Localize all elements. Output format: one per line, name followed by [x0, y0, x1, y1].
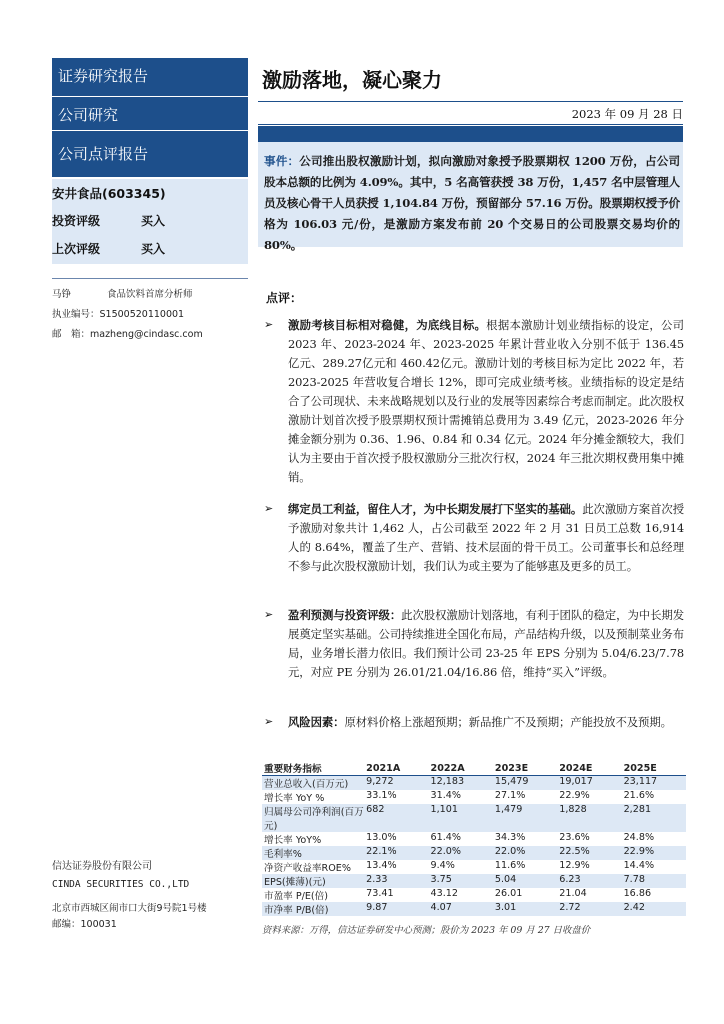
table-cell: 34.3%: [494, 832, 526, 843]
bullet-lead: 绑定员工利益，留住人才，为中长期发展打下坚实的基础。: [288, 502, 583, 516]
analyst-email[interactable]: 邮 箱：mazheng@cindasc.com: [52, 329, 203, 340]
table-cell: 3.75: [429, 874, 493, 888]
firm-postcode: 邮编：100031: [52, 919, 117, 930]
category-banner: [52, 97, 248, 130]
table-cell: 7.78: [622, 874, 686, 888]
table-cell: 15,479: [493, 776, 557, 791]
firm-name-cn: 信达证券股份有限公司: [52, 861, 152, 872]
table-header-cell: 2021A: [364, 761, 428, 776]
table-cell: 22.9%: [559, 790, 590, 801]
table-source-note: 资料来源：万得，信达证券研发中心预测；股价为 2023 年 09 月 27 日收盘价: [262, 925, 591, 936]
table-header-cell: 2023E: [493, 761, 557, 776]
table-row-label: 毛利率%: [262, 846, 364, 860]
bullet-text: 根据本激励计划业绩指标的设定，公司 2023 年、2023-2024 年、2023-2025 年累计营业收入分别不低于 136.45 亿元、289.27亿元和 460.42亿元。激励计划的考核目标为定比 2022 年，若 2023-2025 年营收复合增长 12%，即可完成业绩考核。业绩指标的设定是结合了公司现状、未来战略规划以及行业的发展等因素综合考虑而制定。此次股权激励计划首次授予股票期权预计需摊销总费用为 3.49 亿元，2023-2026 年分摊金额分别为 0.36、1.96、0.84 和 0.34 亿元。2024 年分摊金额较大，我们认为主要由于首次授予股权激励分三批次行权，2024 年三批次期权费用集中摊销。: [288, 318, 684, 484]
table-row: [262, 874, 686, 888]
table-cell: 33.1%: [366, 790, 397, 801]
bullet-paragraph: [288, 316, 684, 487]
table-cell: 26.01: [494, 888, 523, 899]
table-cell: 23.6%: [559, 832, 590, 843]
table-row-label: 增长率 YoY %: [264, 793, 325, 804]
table-cell: 13.0%: [366, 832, 397, 843]
table-cell: 22.9%: [622, 846, 686, 860]
table-row: [262, 846, 686, 860]
firm-address: 北京市西城区闹市口大街9号院1号楼: [52, 903, 207, 914]
bullet-text: 此次激励方案首次授予激励对象共计 1,462 人，占公司截至 2022 年 2 月 31 日员工总数 16,914 人的 8.64%，覆盖了生产、营销、技术层面的骨干员工。公司董事长和总经理不参与此次股权激励计划，我们认为或主要为了能够惠及更多的员工。: [288, 502, 684, 573]
table-row: [262, 776, 686, 791]
table-cell: 9,272: [364, 776, 428, 791]
table-cell: 73.41: [366, 888, 394, 899]
table-cell: 9.87: [364, 902, 428, 916]
category-label: 公司研究: [58, 106, 119, 124]
subcategory-banner: [52, 131, 248, 177]
firm-name-en: CINDA SECURITIES CO.,LTD: [52, 879, 190, 890]
company-name: 安井食品(603345): [52, 186, 166, 201]
report-type-label: 证券研究报告: [58, 67, 149, 85]
subcategory-label: 公司点评报告: [58, 145, 149, 163]
divider: [258, 101, 683, 102]
bullet-lead: 盈利预测与投资评级：: [288, 608, 402, 622]
financial-metrics-table: [262, 761, 686, 916]
table-cell: 22.0%: [493, 846, 557, 860]
table-row-label: 增长率 YoY%: [264, 835, 322, 846]
table-cell: 11.6%: [494, 860, 526, 871]
table-cell: 12.9%: [559, 860, 590, 871]
table-row-label: 市净率 P/B(倍): [262, 902, 364, 916]
table-cell: 2.72: [557, 902, 621, 916]
table-row-label: 归属母公司净利润(百万元): [262, 804, 364, 832]
table-cell: 2.42: [622, 902, 686, 916]
table-row: [262, 860, 686, 874]
divider: [258, 124, 683, 125]
bullet-text: 此次股权激励计划落地，有利于团队的稳定，为中长期发展奠定坚实基础。公司持续推进全国化布局，产品结构升级，以及预制菜业务布局，业务增长潜力依旧。我们预计公司 23-25 年 EPS 分别为 5.04/6.23/7.78 元，对应 PE 分别为 26.01/21.04/16.86 倍，维持“买入”评级。: [288, 608, 684, 679]
prev-rating-value: 买入: [141, 242, 166, 256]
table-cell: 16.86: [623, 888, 652, 899]
table-row-label: 净资产收益率ROE%: [264, 863, 351, 874]
analyst-title: 食品饮料首席分析师: [107, 289, 193, 300]
table-cell: 27.1%: [494, 790, 526, 801]
table-cell: 682: [364, 804, 428, 832]
bullet-text: 原材料价格上涨超预期；新品推广不及预期；产能投放不及预期。: [344, 715, 672, 729]
bullet-arrow-icon: ➢: [264, 502, 274, 515]
table-row-label: 市盈率 P/E(倍): [264, 891, 328, 902]
report-type-banner: [52, 58, 248, 96]
table-cell: 3.01: [493, 902, 557, 916]
table-row: [262, 804, 686, 832]
table-header-cell: 2024E: [557, 761, 621, 776]
table-cell: 21.6%: [623, 790, 655, 801]
event-text: 公司推出股权激励计划，拟向激励对象授予股票期权 1200 万份，占公司股本总额的比例为 4.09%。其中，5 名高管获授 38 万份，1,457 名中层管理人员及核心骨干人员获授 1,104.84 万份，预留部分 57.16 万份。股票期权授予价格为 106.03 元/份，是激励方案发布前 20 个交易日的公司股票交易均价的 80%。: [264, 154, 680, 252]
rating-label: 投资评级: [52, 214, 101, 228]
analyst-license: 执业编号：S1500520110001: [52, 309, 185, 320]
table-cell: 22.1%: [364, 846, 428, 860]
table-cell: 22.0%: [429, 846, 493, 860]
event-label: 事件：: [264, 154, 300, 168]
table-row-label: EPS(摊薄)(元): [262, 874, 364, 888]
bullet-paragraph: [288, 713, 684, 732]
bullet-lead: 风险因素：: [288, 715, 345, 729]
table-header-row: [262, 761, 686, 776]
header-bar: [258, 126, 683, 142]
report-title: 激励落地，凝心聚力: [262, 68, 442, 92]
table-cell: 5.04: [493, 874, 557, 888]
bullet-arrow-icon: ➢: [264, 318, 274, 331]
table-header-cell: 重要财务指标: [262, 761, 364, 776]
table-row-label: 营业总收入(百万元): [262, 776, 364, 791]
table-row: [262, 888, 686, 902]
analyst-name: 马铮: [52, 289, 72, 300]
table-cell: 1,479: [493, 804, 557, 832]
table-cell: 13.4%: [366, 860, 397, 871]
table-cell: 31.4%: [430, 790, 461, 801]
table-cell: 9.4%: [430, 860, 455, 871]
bullet-arrow-icon: ➢: [264, 715, 274, 728]
bullet-arrow-icon: ➢: [264, 608, 274, 621]
table-cell: 12,183: [429, 776, 493, 791]
table-cell: 1,101: [429, 804, 493, 832]
report-date: 2023 年 09 月 28 日: [571, 107, 683, 121]
table-cell: 43.12: [430, 888, 458, 899]
table-cell: 24.8%: [623, 832, 655, 843]
company-info-panel: [52, 179, 248, 264]
event-summary: [264, 151, 680, 256]
table-cell: 19,017: [557, 776, 621, 791]
table-cell: 6.23: [557, 874, 621, 888]
table-row: [262, 832, 686, 846]
table-header-cell: 2025E: [622, 761, 686, 776]
table-cell: 1,828: [557, 804, 621, 832]
bullet-lead: 激励考核目标相对稳健，为底线目标。: [288, 318, 487, 332]
divider: [52, 278, 248, 279]
table-cell: 14.4%: [623, 860, 655, 871]
table-cell: 61.4%: [430, 832, 461, 843]
table-header-cell: 2022A: [429, 761, 493, 776]
table-cell: 21.04: [559, 888, 587, 899]
prev-rating-label: 上次评级: [52, 242, 101, 256]
bullet-paragraph: [288, 500, 684, 576]
table-cell: 2,281: [622, 804, 686, 832]
table-row: [262, 902, 686, 916]
table-cell: 22.5%: [557, 846, 621, 860]
table-row: [262, 790, 686, 804]
rating-value: 买入: [141, 214, 166, 228]
table-cell: 4.07: [429, 902, 493, 916]
bullet-paragraph: [288, 606, 684, 682]
table-cell: 2.33: [364, 874, 428, 888]
comment-heading: 点评：: [266, 291, 303, 305]
table-cell: 23,117: [622, 776, 686, 791]
